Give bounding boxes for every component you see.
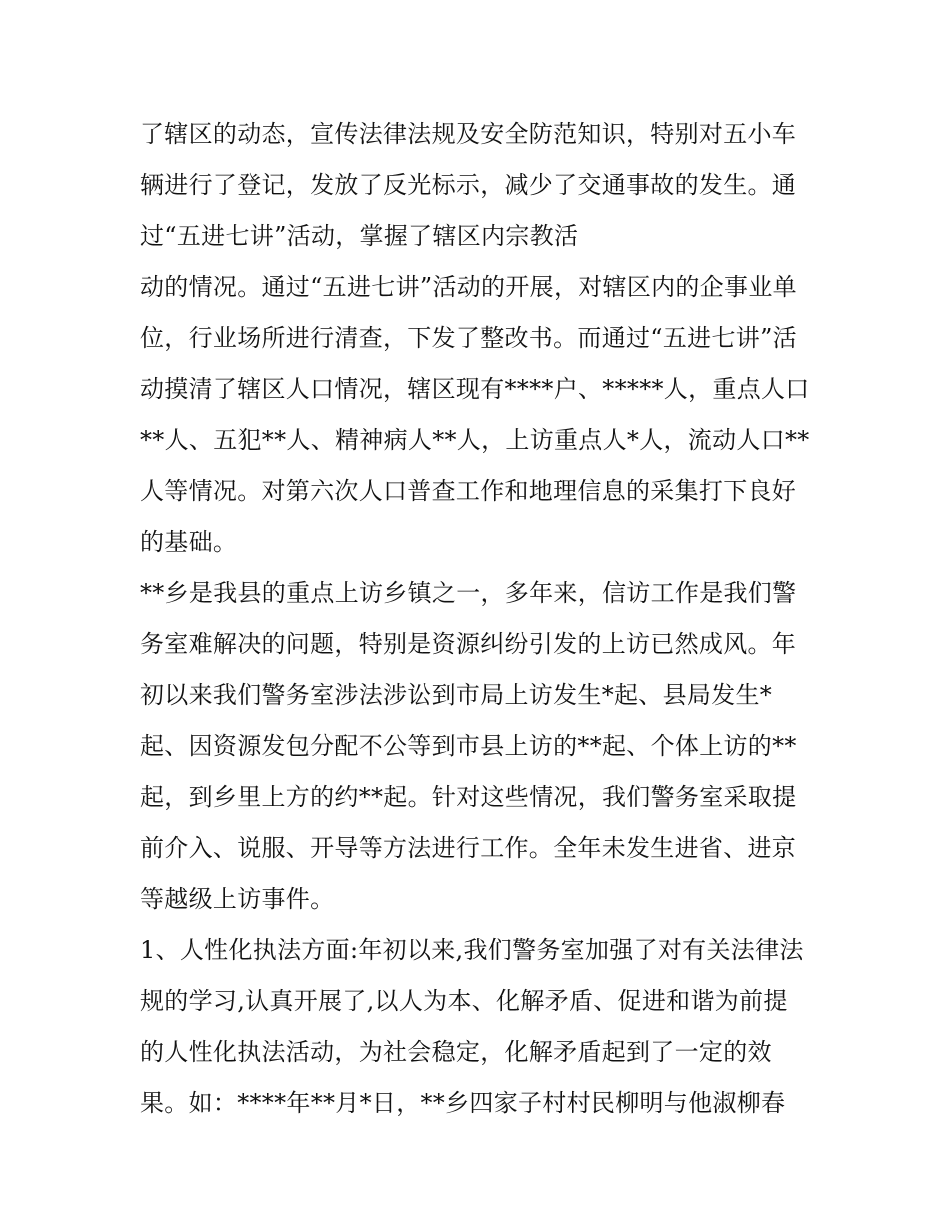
text-line: 规的学习,认真开展了,以人为本、化解矛盾、促进和谐为前提 bbox=[140, 987, 788, 1015]
text-line: 的人性化执法活动，为社会稳定，化解矛盾起到了一定的效 bbox=[140, 1038, 772, 1066]
text-line: **人、五犯**人、精神病人**人，上访重点人*人，流动人口** bbox=[140, 426, 810, 454]
text-line: 务室难解决的问题，特别是资源纠纷引发的上访已然成风。年 bbox=[140, 630, 797, 658]
text-line: 果。如：****年**月*日，**乡四家子村村民柳明与他淑柳春 bbox=[140, 1089, 786, 1117]
text-line: 动的情况。通过“五进七讲”活动的开展，对辖区内的企事业单 bbox=[140, 273, 797, 301]
text-line: 起、因资源发包分配不公等到市县上访的**起、个体上访的** bbox=[140, 732, 797, 760]
text-line: 起，到乡里上方的约**起。针对这些情况，我们警务室采取提 bbox=[140, 783, 797, 811]
text-line: 动摸清了辖区人口情况，辖区现有****户、*****人，重点人口 bbox=[140, 375, 810, 403]
text-line: 位，行业场所进行清查，下发了整改书。而通过“五进七讲”活 bbox=[140, 324, 797, 352]
text-line: 过“五进七讲”活动，掌握了辖区内宗教活 bbox=[140, 222, 579, 250]
text-line: 的基础。 bbox=[140, 528, 238, 556]
text-line: **乡是我县的重点上访乡镇之一，多年来，信访工作是我们警 bbox=[140, 579, 797, 607]
text-line: 等越级上访事件。 bbox=[140, 885, 335, 913]
document-body bbox=[140, 109, 820, 1129]
text-line: 人等情况。对第六次人口普查工作和地理信息的采集打下良好 bbox=[140, 477, 797, 505]
text-line: 了辖区的动态，宣传法律法规及安全防范知识，特别对五小车 bbox=[140, 120, 797, 148]
text-line: 辆进行了登记，发放了反光标示，减少了交通事故的发生。通 bbox=[140, 171, 797, 199]
text-line: 初以来我们警务室涉法涉讼到市局上访发生*起、县局发生* bbox=[140, 681, 773, 709]
text-line: 1、人性化执法方面:年初以来,我们警务室加强了对有关法律法 bbox=[140, 936, 804, 964]
text-line: 前介入、说服、开导等方法进行工作。全年未发生进省、进京 bbox=[140, 834, 797, 862]
